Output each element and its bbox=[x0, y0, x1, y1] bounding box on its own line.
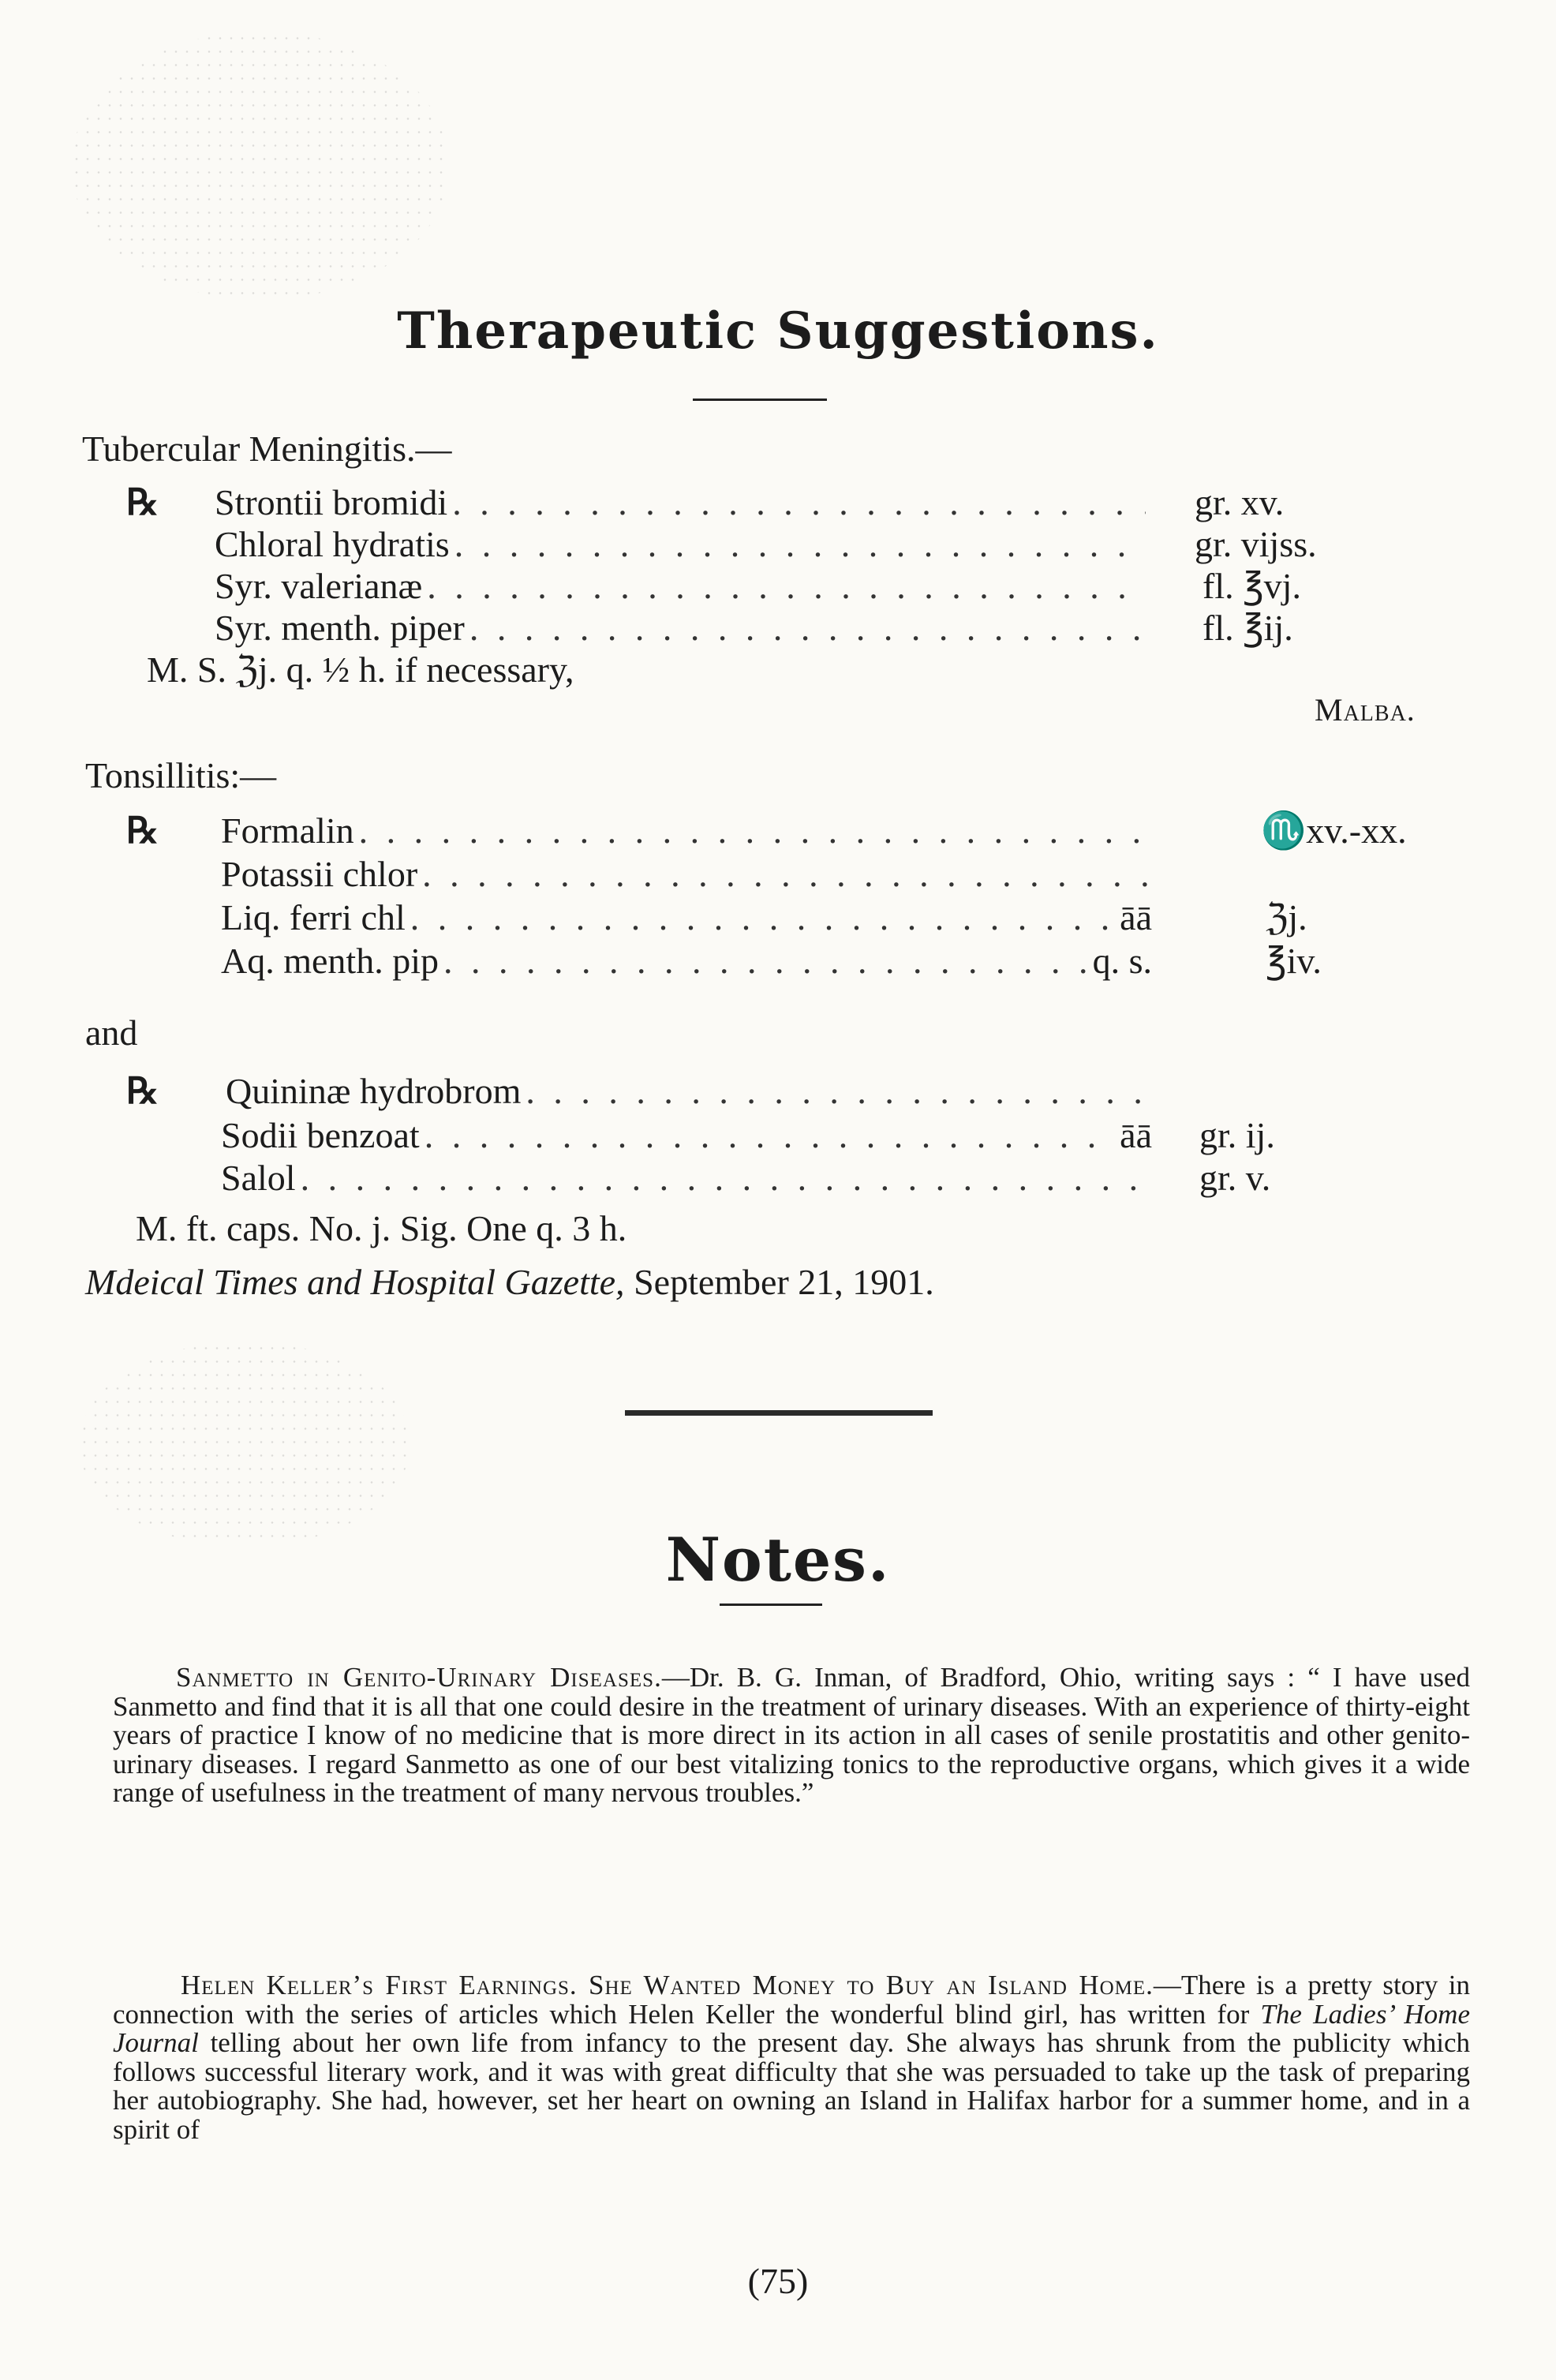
dose: gr. v. bbox=[1199, 1158, 1271, 1198]
prescription-line: Formalin . . . bbox=[221, 813, 1152, 849]
section-title-notes: Notes. bbox=[665, 1525, 891, 1595]
title-underline bbox=[720, 1604, 822, 1606]
journal-title: The Ladies’ Home Journal bbox=[113, 1998, 1470, 2058]
dose: gr. ij. bbox=[1199, 1115, 1275, 1155]
print-speckle bbox=[79, 1342, 410, 1547]
author-signature: Malba. bbox=[1315, 692, 1416, 728]
note-sanmetto bbox=[113, 1663, 1470, 1808]
rx-symbol: ℞ bbox=[126, 810, 159, 851]
prescription-line: Aq. menth. pip . . . q. s. bbox=[221, 943, 1152, 979]
source-journal: Mdeical Times and Hospital Gazette, bbox=[85, 1262, 625, 1302]
dose: ℥iv. bbox=[1266, 941, 1322, 981]
print-speckle bbox=[71, 32, 450, 300]
prescription-line: Syr. valerianæ . . . bbox=[215, 568, 1146, 604]
note-body: —There is a pretty story in connection with the series of articles which Helen Keller the wonderful blind girl, has written for bbox=[113, 1970, 1470, 2030]
prescription-line: Liq. ferri chl . . . āā bbox=[221, 900, 1152, 936]
prescription-line: Sodii benzoat . . . āā bbox=[221, 1117, 1152, 1154]
note-body: —Dr. B. G. Inman, of Bradford, Ohio, writing says : “ I have used Sanmetto and find that it is all that one could desire in the treatment of urinary diseases. With an experience of thirty-eight years of practice I know of no medicine that is more direct in its action in all cases of senile prostatitis and other genito-urinary diseases. I regard Sanmetto as one of our best vitalizing tonics to the reproductive organs, which gives it a wide range of usefulness in the treatment of many nervous troubles.” bbox=[113, 1662, 1470, 1808]
prescription-line: Chloral hydratis . . . bbox=[215, 526, 1146, 563]
prescription-line: Salol . . . bbox=[221, 1160, 1152, 1196]
prescription-line: Syr. menth. piper . . . bbox=[215, 610, 1146, 646]
prescription-line: Quininæ hydrobrom . . . bbox=[226, 1073, 1157, 1110]
dose: ℨj. bbox=[1266, 897, 1307, 937]
note-headline: Sanmetto in Genito-Urinary Diseases. bbox=[176, 1662, 662, 1693]
page-number: (75) bbox=[747, 2261, 809, 2301]
directions-line: M. ft. caps. No. j. Sig. One q. 3 h. bbox=[136, 1208, 627, 1248]
note-headline: Helen Keller’s First Earnings. She Wanted Money to Buy an Island Home. bbox=[181, 1970, 1154, 2000]
dose: gr. xv. bbox=[1195, 482, 1285, 522]
dose: fl. ℥vj. bbox=[1203, 566, 1301, 606]
prescription-line: Strontii bromidi . . . bbox=[215, 485, 1146, 521]
note-helen-keller bbox=[113, 1971, 1470, 2144]
prescription-line: Potassii chlor . . . bbox=[221, 856, 1152, 892]
rx-symbol: ℞ bbox=[126, 1071, 159, 1111]
rx-symbol: ℞ bbox=[126, 482, 159, 522]
dose: gr. vijss. bbox=[1195, 524, 1317, 564]
dose: fl. ℥ij. bbox=[1203, 608, 1293, 648]
note-body: telling about her own life from infancy to the present day. She always has shrunk from the publicity which follows successful literary work, and it was with great difficulty that she was persuaded to take up the task of preparing her autobiography. She had, however, set her heart on owning an Island in Halifax harbor for a summer home, and in a spirit of bbox=[113, 2027, 1470, 2145]
tubercular-heading: Tubercular Meningitis.— bbox=[82, 428, 452, 469]
and-connector: and bbox=[85, 1012, 138, 1053]
dose: ♏xv.-xx. bbox=[1261, 810, 1407, 851]
section-divider bbox=[625, 1410, 933, 1416]
title-underline bbox=[693, 399, 827, 401]
section-title-therapeutic: Therapeutic Suggestions. bbox=[397, 301, 1159, 361]
sig-line: M. S. ℨj. q. ½ h. if necessary, bbox=[147, 649, 574, 690]
source-citation bbox=[85, 1264, 934, 1300]
source-date: September 21, 1901. bbox=[624, 1262, 934, 1302]
tonsillitis-heading: Tonsillitis:— bbox=[85, 755, 277, 795]
